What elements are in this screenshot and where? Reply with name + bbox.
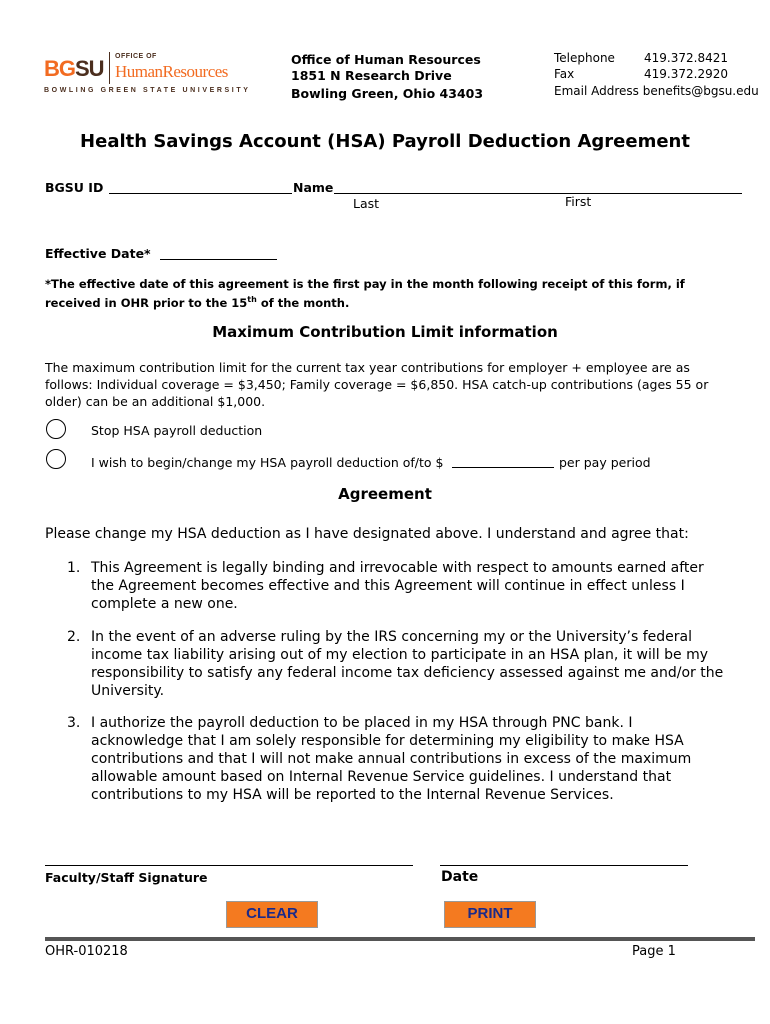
telephone-label: Telephone [554,51,615,65]
logo-divider [109,52,110,84]
logo-human-resources: HumanResources [115,62,228,81]
agreement-item-3: 3. I authorize the payroll deduction to be placed in my HSA through PNC bank. I acknowledge that I am solely responsible for determining my eligibility to make HSA contributions and that I will not make annual contributions in excess of the maximum allowable amount based on Internal Revenue Service guidelines. I understand that contributions to my HSA will be reported to the Internal Revenue Services. [67,715,692,803]
bgsu-id-input[interactable] [109,193,292,194]
date-label: Date [441,869,479,885]
max-contribution-text: The maximum contribution limit for the current tax year contributions for employer + employee are as follows: Individual coverage = $3,450; Family coverage = $6,850. HSA catch-up contributions (ages 55 or older) can be an additional $1,000. [45,360,709,409]
signature-label: Faculty/Staff Signature [45,870,208,885]
bgsu-logo: BGSU [44,56,104,81]
agreement-item-2: 2. In the event of an adverse ruling by the IRS concerning my or the University’s federal income tax liability arising out of my election to participate in an HSA plan, it will be my responsibility to satisfy any federal income tax deficiency assessed against me and/or the University. [67,629,724,699]
stop-deduction-label: Stop HSA payroll deduction [91,423,263,438]
date-input[interactable] [440,865,688,866]
page-title: Health Savings Account (HSA) Payroll Deduction Agreement [80,131,690,152]
fax-value: 419.372.2920 [644,67,728,81]
change-deduction-label: I wish to begin/change my HSA payroll deduction of/to $ [91,455,444,470]
per-pay-period-label: per pay period [559,455,651,470]
name-input[interactable] [334,193,742,194]
effective-date-label: Effective Date* [45,246,151,261]
effective-date-note: *The effective date of this agreement is the first pay in the month following receipt of this form, if received in OHR prior to the 15th of the month. [45,277,685,310]
clear-button[interactable]: CLEAR [226,901,318,928]
deduction-amount-input[interactable] [452,467,554,468]
logo-office-of: OFFICE OF [115,53,157,60]
first-name-label: First [565,194,592,209]
stop-deduction-radio[interactable] [46,419,66,439]
office-name: Office of Human Resources [291,52,481,67]
name-label: Name [293,180,334,195]
effective-date-input[interactable] [160,259,277,260]
agreement-heading: Agreement [338,485,432,503]
form-id: OHR-010218 [45,944,128,959]
agreement-item-1: 1. This Agreement is legally binding and irrevocable with respect to amounts earned after the Agreement becomes effective and this Agreement will continue in effect unless I complete a new one. [67,560,704,612]
fax-label: Fax [554,67,575,81]
email-address: Email Address benefits@bgsu.edu [554,84,759,98]
footer-divider [45,937,755,941]
print-button[interactable]: PRINT [444,901,536,928]
agreement-intro: Please change my HSA deduction as I have designated above. I understand and agree that: [45,526,689,542]
signature-input[interactable] [45,865,413,866]
last-name-label: Last [353,196,380,211]
page-number: Page 1 [632,944,676,959]
logo-university-name: BOWLING GREEN STATE UNIVERSITY [44,87,251,94]
bgsu-id-label: BGSU ID [45,180,104,195]
change-deduction-radio[interactable] [46,449,66,469]
office-street: 1851 N Research Drive [291,68,452,83]
max-contribution-heading: Maximum Contribution Limit information [212,323,558,341]
office-city: Bowling Green, Ohio 43403 [291,86,484,101]
telephone-value: 419.372.8421 [644,51,728,65]
